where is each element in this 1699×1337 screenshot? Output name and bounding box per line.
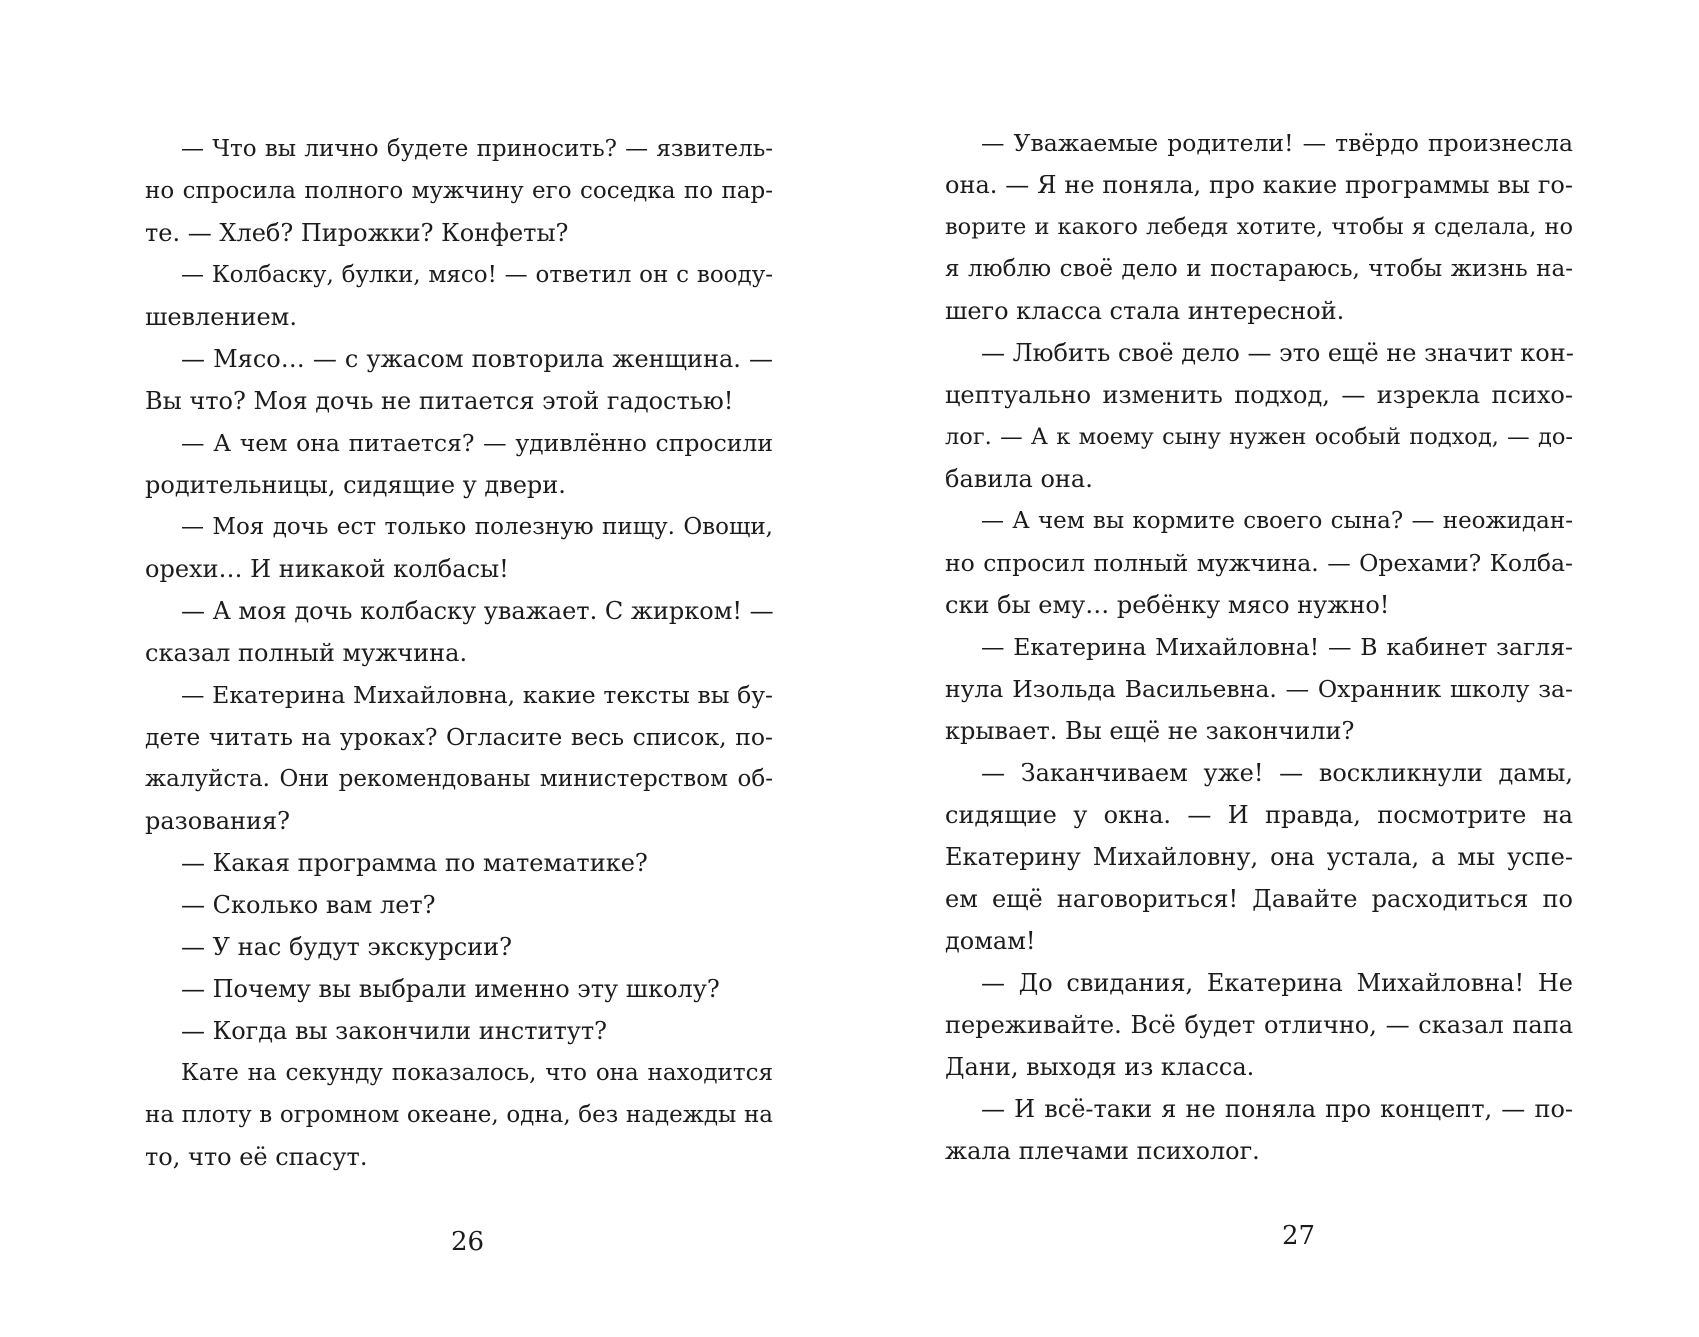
text-line: — Какая программа по математике?: [181, 849, 648, 877]
page-number-left: 26: [451, 1227, 485, 1257]
text-line: — Сколько вам лет?: [181, 891, 436, 919]
text-line: ски бы ему… ребёнку мясо нужно!: [945, 591, 1390, 619]
text-line: — А чем она питается? — удивлённо спросили: [181, 429, 773, 457]
text-line: я люблю своё дело и постараюсь, чтобы жизнь на-: [945, 256, 1573, 282]
text-line: орехи… И никакой колбасы!: [145, 555, 509, 583]
text-line: шего класса стала интересной.: [945, 297, 1345, 325]
text-line: на плоту в огромном океане, одна, без надежды на: [145, 1102, 773, 1128]
text-line: — Уважаемые родители! — твёрдо произнесла: [981, 129, 1573, 157]
text-line: — Моя дочь ест только полезную пищу. Овощи,: [181, 514, 773, 540]
text-line: Кате на секунду показалось, что она находится: [181, 1060, 773, 1086]
text-line: — Когда вы закончили институт?: [181, 1017, 608, 1045]
text-line: разования?: [145, 807, 291, 835]
text-line: — Любить своё дело — это ещё не значит кон-: [981, 339, 1574, 367]
text-line: домам!: [945, 927, 1036, 955]
text-line: Вы что? Моя дочь не питается этой гадостью!: [145, 387, 734, 415]
text-line: сидящие у окна. — И правда, посмотрите на: [945, 801, 1573, 829]
text-line: лог. — А к моему сыну нужен особый подход, — до-: [945, 424, 1573, 450]
page-number-right: 27: [1282, 1221, 1316, 1251]
text-line: — Екатерина Михайловна! — В кабинет загля-: [981, 633, 1573, 661]
text-line: Екатерину Михайловну, она устала, а мы успе-: [945, 843, 1573, 871]
text-line: но спросила полного мужчину его соседка по пар-: [145, 178, 773, 204]
text-line: — Колбаску, булки, мясо! — ответил он с вооду-: [181, 262, 773, 288]
text-line: но спросил полный мужчина. — Орехами? Колба-: [945, 549, 1573, 577]
text-line: жала плечами психолог.: [945, 1137, 1260, 1165]
text-line: переживайте. Всё будет отлично, — сказал папа: [945, 1011, 1573, 1039]
text-line: — Заканчиваем уже! — воскликнули дамы,: [981, 759, 1573, 787]
text-line: — До свидания, Екатерина Михайловна! Не: [981, 969, 1573, 997]
text-line: — И всё-таки я не поняла про концепт, — по-: [981, 1095, 1573, 1123]
text-line: нула Изольда Васильевна. — Охранник школу за-: [945, 675, 1573, 703]
text-line: ем ещё наговориться! Давайте расходиться по: [945, 885, 1573, 913]
text-line: — Почему вы выбрали именно эту школу?: [181, 975, 720, 1003]
text-line: ворите и какого лебедя хотите, чтобы я сделала, но: [945, 214, 1573, 240]
text-line: цептуально изменить подход, — изрекла психо-: [945, 381, 1573, 409]
text-line: она. — Я не поняла, про какие программы вы го-: [945, 171, 1573, 199]
text-line: — Мясо… — с ужасом повторила женщина. —: [181, 345, 773, 373]
text-line: те. — Хлеб? Пирожки? Конфеты?: [145, 219, 569, 247]
text-line: — А моя дочь колбаску уважает. С жирком! —: [181, 597, 774, 625]
text-line: Дани, выходя из класса.: [945, 1053, 1255, 1081]
text-line: — Екатерина Михайловна, какие тексты вы бу-: [181, 681, 773, 709]
text-line: — У нас будут экскурсии?: [181, 933, 513, 961]
text-line: — А чем вы кормите своего сына? — неожидан-: [981, 508, 1573, 534]
text-line: родительницы, сидящие у двери.: [145, 471, 566, 499]
text-line: сказал полный мужчина.: [145, 639, 468, 667]
right-page: [849, 0, 1699, 1337]
text-line: дете читать на уроках? Огласите весь список, по-: [145, 723, 773, 751]
right-page-text: [945, 122, 1573, 1172]
left-page: [0, 0, 849, 1337]
left-page-text: [145, 128, 773, 1178]
text-line: жалуйста. Они рекомендованы министерством об-: [145, 766, 773, 792]
text-line: то, что её спасут.: [145, 1143, 368, 1171]
text-line: — Что вы лично будете приносить? — язвитель-: [181, 136, 773, 162]
text-line: крывает. Вы ещё не закончили?: [945, 717, 1355, 745]
text-line: бавила она.: [945, 465, 1093, 493]
text-line: шевлением.: [145, 303, 297, 331]
